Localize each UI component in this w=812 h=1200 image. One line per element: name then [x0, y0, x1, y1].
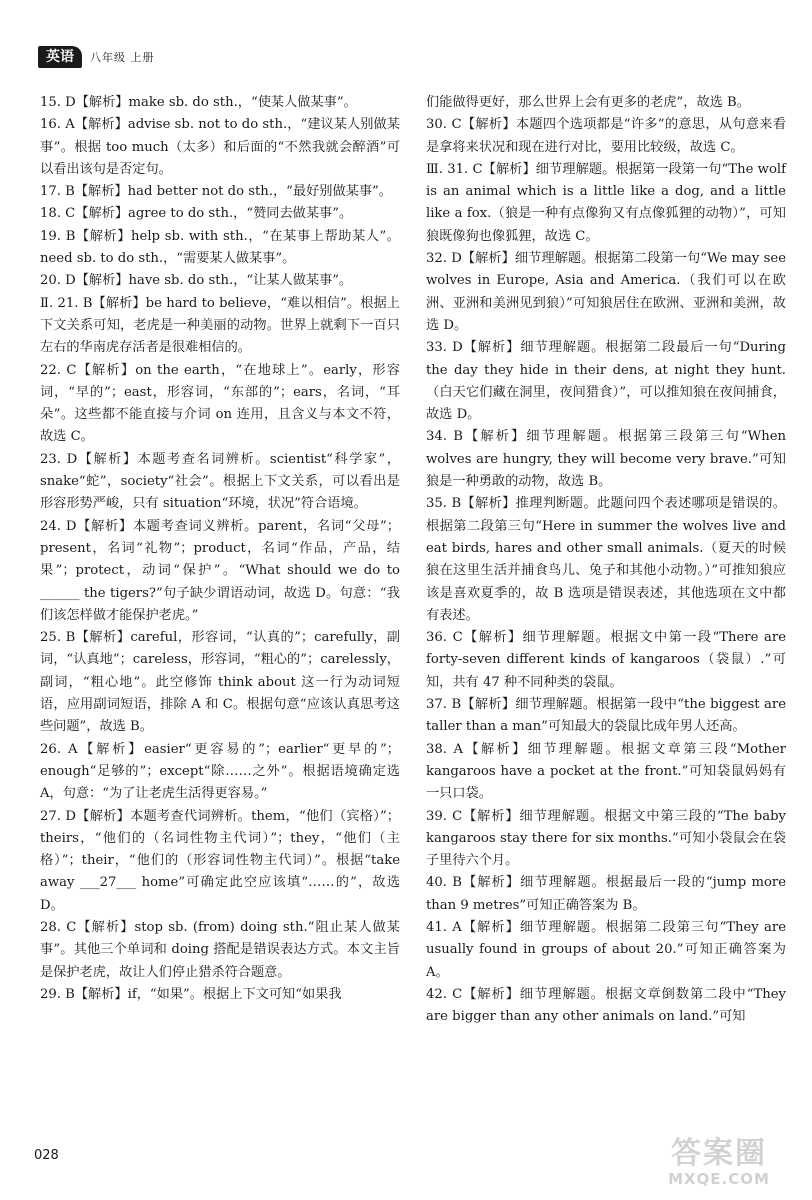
- answer-paragraph: 27. D【解析】本题考查代词辨析。them，“他们（宾格）”；theirs，“他们的（名词性物主代词）”；they，“他们（主格）”；their，“他们的（形容词性物主代词）”。根据“take away ___27___ home”可确定此空应该填“……的”，故选 D。: [40, 808, 400, 913]
- answer-paragraph: 25. B【解析】careful，形容词，“认真的”；carefully，副词，“认真地”；careless，形容词，“粗心的”；carelessly，副词，“粗心地”。此空修饰 think about 这一行为动词短语，应用副词短语，排除 A 和 C。根据句意“应该认真思考这些问题”，故选 B。: [40, 630, 400, 735]
- answer-paragraph: 38. A【解析】细节理解题。根据文章第三段“Mother kangaroos have a pocket at the front.”可知袋鼠妈妈有一只口袋。: [426, 741, 786, 802]
- answer-paragraph: 16. A【解析】advise sb. not to do sth.，“建议某人别做某事”。根据 too much（太多）和后面的“不然我就会醉酒”可以看出该句是否定句。: [40, 117, 400, 177]
- answer-paragraph: 20. D【解析】have sb. do sth.，“让某人做某事”。: [40, 273, 353, 289]
- subject-badge: 英语: [38, 46, 82, 68]
- answer-paragraph: 30. C【解析】本题四个选项都是“许多”的意思，从句意来看是拿将来状况和现在进行对比，要用比较级，故选 C。: [426, 117, 786, 155]
- answer-paragraph: 23. D【解析】本题考查名词辨析。scientist“科学家”，snake“蛇”，society“社会”。根据上下文关系，可以看出是形容形势严峻，只有 situation“环境，状况”符合语境。: [40, 451, 400, 512]
- answer-paragraph: 41. A【解析】细节理解题。根据第二段第三句“They are usually found in groups of about 20.”可知正确答案为 A。: [426, 919, 786, 980]
- answer-paragraph: 34. B【解析】细节理解题。根据第三段第三句“When wolves are hungry, they will become very brave.”可知狼是一种勇敢的动物，故选 B。: [426, 429, 786, 490]
- page-header: [38, 46, 155, 68]
- left-column: [40, 92, 400, 1006]
- answer-paragraph: 17. B【解析】had better not do sth.，“最好别做某事”。: [40, 184, 392, 200]
- answer-paragraph: 40. B【解析】细节理解题。根据最后一段的“jump more than 9 metres”可知正确答案为 B。: [426, 875, 786, 913]
- answer-paragraph: 19. B【解析】help sb. with sth.，“在某事上帮助某人”。need sb. to do sth.，“需要某人做某事”。: [40, 228, 400, 267]
- page-number: 028: [34, 1148, 59, 1163]
- answer-paragraph: 37. B【解析】细节理解题。根据第一段中“the biggest are taller than a man”可知最大的袋鼠比成年男人还高。: [426, 697, 786, 735]
- watermark: [644, 1138, 794, 1190]
- answer-paragraph: 们能做得更好，那么世界上会有更多的老虎”，故选 B。: [426, 95, 750, 110]
- watermark-url: MXQE.COM: [668, 1170, 770, 1188]
- grade-label: 八年级 上册: [90, 51, 155, 64]
- answer-paragraph: 32. D【解析】细节理解题。根据第二段第一句“We may see wolves in Europe, Asia and America.（我们可以在欧洲、亚洲和美洲见到狼）”可知狼居住在欧洲、亚洲和美洲，故选 D。: [426, 251, 786, 333]
- answer-paragraph: Ⅱ. 21. B【解析】be hard to believe，“难以相信”。根据上下文关系可知，老虎是一种美丽的动物。世界上就剩下一百只左右的华南虎存活者是很难相信的。: [40, 295, 400, 356]
- answer-paragraph: 33. D【解析】细节理解题。根据第二段最后一句“During the day they hide in their dens, at night they hunt.（白天它们藏在洞里，夜间猎食）”，可以推知狼在夜间捕食，故选 D。: [426, 340, 786, 423]
- answer-paragraph: 28. C【解析】stop sb. (from) doing sth.“阻止某人做某事”。其他三个单词和 doing 搭配是错误表达方式。本文主旨是保护老虎，故让人们停止猎杀符合题意。: [40, 919, 400, 980]
- answer-paragraph: 42. C【解析】细节理解题。根据文章倒数第二段中“They are bigger than any other animals on land.”可知: [426, 986, 786, 1025]
- watermark-logo: 答案圈: [671, 1136, 767, 1171]
- answer-paragraph: 22. C【解析】on the earth，“在地球上”。early，形容词，“早的”；east，形容词，“东部的”；ears，名词，“耳朵”。这些都不能直接与介词 on 连用，且含义与本文不符，故选 C。: [40, 362, 400, 445]
- answer-paragraph: 18. C【解析】agree to do sth.，“赞同去做某事”。: [40, 206, 353, 222]
- right-column: [426, 92, 786, 1028]
- answer-paragraph: 15. D【解析】make sb. do sth.，“使某人做某事”。: [40, 95, 357, 110]
- answer-paragraph: 24. D【解析】本题考查词义辨析。parent，名词“父母”；present，名词“礼物”；product，名词“作品，产品，结果”；protect，动词“保护”。“What should we do to ______ the tigers?”句子缺少谓语动词，故选 D。句意：“我们该怎样做才能保护老虎。”: [40, 518, 400, 623]
- answer-paragraph: 39. C【解析】细节理解题。根据文中第三段的“The baby kangaroos stay there for six months.”可知小袋鼠会在袋子里待六个月。: [426, 808, 786, 869]
- answer-paragraph: 36. C【解析】细节理解题。根据文中第一段“There are forty-seven different kinds of kangaroos（袋鼠）.”可知，共有 47 种不同种类的袋鼠。: [426, 630, 786, 690]
- answer-paragraph: 29. B【解析】if，“如果”。根据上下文可知“如果我: [40, 986, 342, 1002]
- answer-paragraph: 35. B【解析】推理判断题。此题问四个表述哪项是错误的。根据第二段第三句“Here in summer the wolves live and eat birds, hares and other small animals.（夏天的时候狼在这里生活并捕食鸟儿、兔子和其他小动物。）”可推知狼应该是喜欢夏季的，故 B 选项是错误表述，其他选项在文中都有表述。: [426, 496, 786, 623]
- answer-paragraph: Ⅲ. 31. C【解析】细节理解题。根据第一段第一句“The wolf is an animal which is a little like a dog, and a little like a fox.（狼是一种有点像狗又有点像狐狸的动物）”，可知狼既像狗也像狐狸，故选 C。: [426, 161, 786, 244]
- answer-paragraph: 26. A【解析】easier“更容易的”；earlier“更早的”；enough“足够的”；except“除……之外”。根据语境确定选 A，句意：“为了让老虎生活得更容易。”: [40, 741, 400, 802]
